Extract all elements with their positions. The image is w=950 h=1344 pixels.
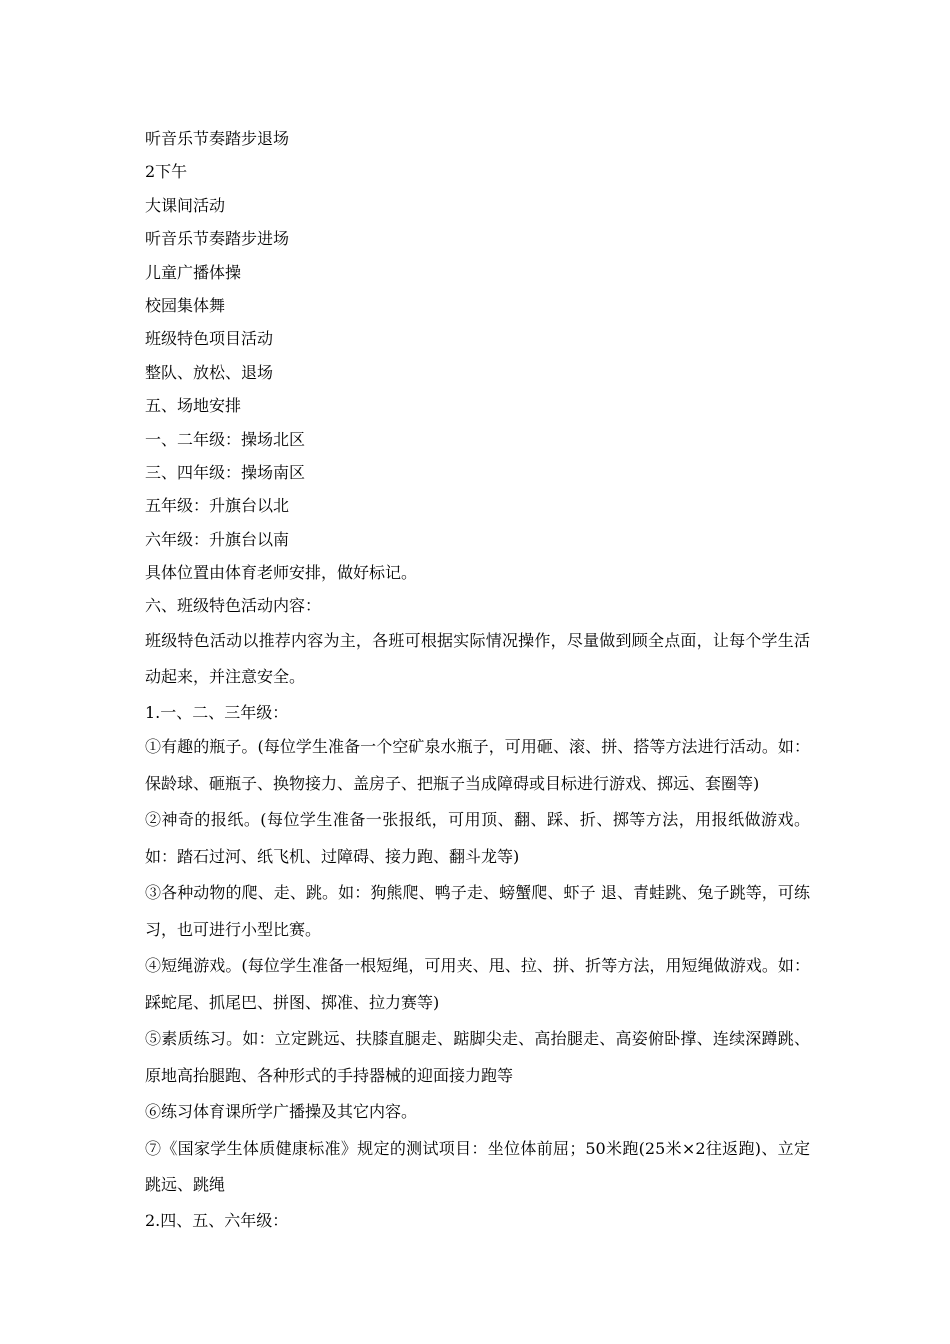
text-line: 儿童广播体操 xyxy=(145,262,242,282)
activity-item: ⑤素质练习。如：立定跳远、扶膝直腿走、踮脚尖走、高抬腿走、高姿俯卧撑、连续深蹲跳、原地高抬腿跑、各种形式的手持器械的迎面接力跑等 xyxy=(145,1029,810,1085)
text-line: 具体位置由体育老师安排，做好标记。 xyxy=(145,563,418,583)
paragraph: 班级特色活动以推荐内容为主，各班可根据实际情况操作，尽量做到顾全点面，让每个学生活动起来，并注意安全。 xyxy=(145,630,810,687)
section-heading: 六、班级特色活动内容： xyxy=(145,596,322,616)
text-line: 大课间活动 xyxy=(145,195,226,215)
text-line: 整队、放松、退场 xyxy=(145,362,274,382)
text-line: 听音乐节奏踏步进场 xyxy=(145,229,290,249)
activity-item: ④短绳游戏。(每位学生准备一根短绳，可用夹、甩、拉、拼、折等方法，用短绳做游戏。如：踩蛇尾、抓尾巴、拼图、掷准、拉力赛等) xyxy=(145,956,810,1012)
grade-heading: 2.四、五、六年级： xyxy=(145,1210,289,1230)
activity-item: ①有趣的瓶子。(每位学生准备一个空矿泉水瓶子，可用砸、滚、拼、搭等方法进行活动。如：保龄球、砸瓶子、换物接力、盖房子、把瓶子当成障碍或目标进行游戏、掷远、套圈等) xyxy=(145,737,810,793)
text-line: 2下午 xyxy=(145,162,188,182)
text-line: 听音乐节奏踏步退场 xyxy=(145,129,290,148)
text-line: 五年级：升旗台以北 xyxy=(145,496,290,516)
text-line: 班级特色项目活动 xyxy=(145,329,274,349)
document-body xyxy=(145,122,810,1237)
activity-item: ②神奇的报纸。(每位学生准备一张报纸，可用顶、翻、踩、折、掷等方法，用报纸做游戏。如：踏石过河、纸飞机、过障碍、接力跑、翻斗龙等) xyxy=(145,810,810,866)
text-line: 三、四年级：操场南区 xyxy=(145,462,306,482)
text-line: 一、二年级：操场北区 xyxy=(145,429,306,449)
activity-item: ⑥练习体育课所学广播操及其它内容。 xyxy=(145,1102,418,1122)
text-line: 六年级：升旗台以南 xyxy=(145,529,290,549)
text-line: 校园集体舞 xyxy=(145,295,226,315)
activity-item: ③各种动物的爬、走、跳。如：狗熊爬、鸭子走、螃蟹爬、虾子 退、青蛙跳、兔子跳等，可练习，也可进行小型比赛。 xyxy=(145,883,810,939)
grade-heading: 1.一、二、三年级： xyxy=(145,702,289,722)
activity-item: ⑦《国家学生体质健康标准》规定的测试项目：坐位体前屈；50米跑(25米×2往返跑)、立定跳远、跳绳 xyxy=(145,1138,810,1195)
section-heading: 五、场地安排 xyxy=(145,396,242,416)
